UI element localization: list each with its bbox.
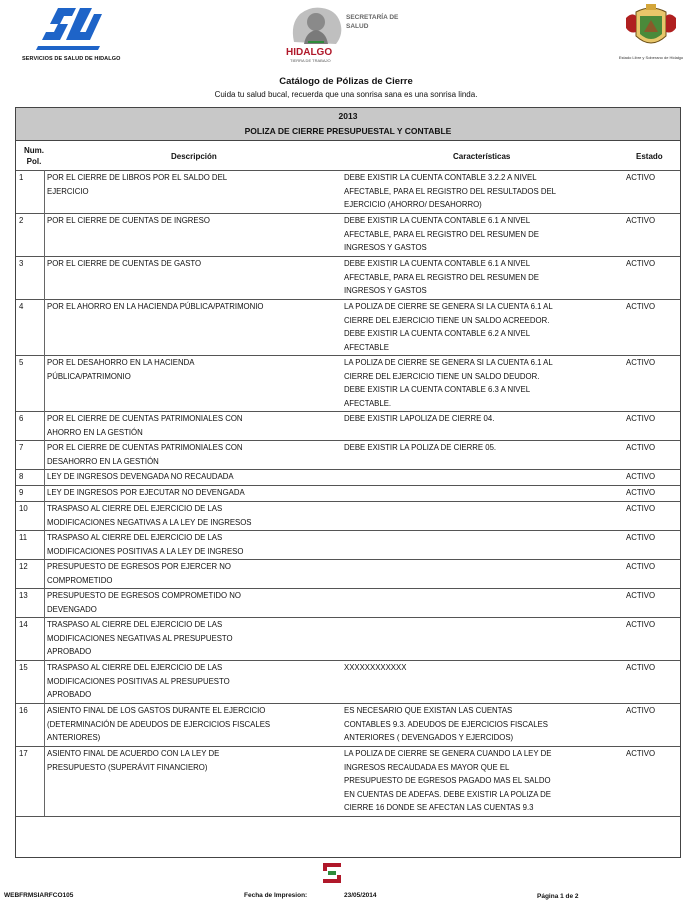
row-num: 13 xyxy=(19,591,28,600)
table-body xyxy=(16,170,680,816)
row-num: 2 xyxy=(19,216,24,225)
row-descripcion xyxy=(47,502,332,529)
table-row xyxy=(16,530,680,559)
descripcion-line: APROBADO xyxy=(47,690,92,700)
row-descripcion xyxy=(47,441,332,468)
page-footer xyxy=(0,858,692,902)
secretaria-line2: SALUD xyxy=(346,23,369,30)
caracteristicas-line: EJERCICIO (AHORRO/ DESAHORRO) xyxy=(344,200,482,210)
caracteristicas-line: ANTERIORES ( DEVENGADOS Y EJERCIDOS) xyxy=(344,733,514,743)
header-num-line1: Num. xyxy=(24,146,44,155)
ssh-caption: SERVICIOS DE SALUD DE HIDALGO xyxy=(22,56,121,62)
caracteristicas-line: DEBE EXISTIR LA CUENTA CONTABLE 6.2 A NIVEL xyxy=(344,329,531,339)
descripcion-line: EJERCICIO xyxy=(47,186,89,196)
table-row xyxy=(16,411,680,440)
row-estado: ACTIVO xyxy=(626,533,656,542)
row-estado: ACTIVO xyxy=(626,749,656,758)
descripcion-line: POR EL CIERRE DE LIBROS POR EL SALDO DEL xyxy=(47,173,228,182)
secretaria-line1: SECRETARÍA DE xyxy=(346,14,399,21)
table-band xyxy=(16,108,680,141)
caracteristicas-line: EN CUENTAS DE ADEFAS. DEBE EXISTIR LA POLIZA DE xyxy=(344,789,551,799)
table-row xyxy=(16,559,680,588)
row-num: 4 xyxy=(19,302,24,311)
caracteristicas-line: LA POLIZA DE CIERRE SE GENERA SI LA CUENTA 6.1 AL xyxy=(344,358,553,367)
ssh-footer-icon xyxy=(320,861,344,885)
document-title: Catálogo de Pólizas de Cierre xyxy=(279,76,413,87)
caracteristicas-line: INGRESOS RECAUDADA ES MAYOR QUE EL xyxy=(344,762,510,772)
caracteristicas-line: CONTABLES 9.3. ADEUDOS DE EJERCICIOS FISCALES xyxy=(344,719,548,729)
caracteristicas-line: DEBE EXISTIR LA CUENTA CONTABLE 3.2.2 A NIVEL xyxy=(344,173,537,182)
print-date: 23/05/2014 xyxy=(344,892,377,899)
descripcion-line: PRESUPUESTO (SUPERÁVIT FINANCIERO) xyxy=(47,762,208,772)
row-descripcion xyxy=(47,257,332,271)
row-caracteristicas xyxy=(344,257,608,298)
caracteristicas-line: CIERRE DEL EJERCICIO TIENE UN SALDO ACREEDOR. xyxy=(344,315,550,325)
row-num: 17 xyxy=(19,749,28,758)
polizas-table-frame xyxy=(15,107,681,858)
descripcion-line: TRASPASO AL CIERRE DEL EJERCICIO DE LAS xyxy=(47,620,223,629)
descripcion-line: MODIFICACIONES POSITIVAS A LA LEY DE INGRESO xyxy=(47,546,244,556)
row-estado: ACTIVO xyxy=(626,472,656,481)
caracteristicas-line: DEBE EXISTIR LA CUENTA CONTABLE 6.3 A NIVEL xyxy=(344,385,531,395)
row-caracteristicas xyxy=(344,441,608,455)
hidalgo-name: HIDALGO xyxy=(286,47,333,58)
row-estado: ACTIVO xyxy=(626,173,656,182)
row-estado: ACTIVO xyxy=(626,414,656,423)
report-code: WEBFRMSIARFCO105 xyxy=(4,892,74,899)
descripcion-line: POR EL DESAHORRO EN LA HACIENDA xyxy=(47,358,195,367)
descripcion-line: POR EL AHORRO EN LA HACIENDA PÚBLICA/PATRIMONIO xyxy=(47,302,264,311)
descripcion-line: TRASPASO AL CIERRE DEL EJERCICIO DE LAS xyxy=(47,663,223,672)
row-num: 1 xyxy=(19,173,24,182)
row-caracteristicas xyxy=(344,747,608,815)
row-num: 14 xyxy=(19,620,28,629)
row-estado: ACTIVO xyxy=(626,591,656,600)
row-caracteristicas xyxy=(344,171,608,212)
header-num xyxy=(22,145,46,167)
caracteristicas-line: INGRESOS Y GASTOS xyxy=(344,286,427,296)
row-descripcion xyxy=(47,531,332,558)
ssh-logo-icon xyxy=(36,6,104,54)
row-num: 7 xyxy=(19,443,24,452)
row-caracteristicas xyxy=(344,661,608,675)
row-num: 8 xyxy=(19,472,24,481)
row-descripcion xyxy=(47,470,332,484)
row-num: 11 xyxy=(19,533,28,542)
descripcion-line: LEY DE INGRESOS DEVENGADA NO RECAUDADA xyxy=(47,472,234,481)
row-estado: ACTIVO xyxy=(626,562,656,571)
page-header xyxy=(0,0,692,72)
row-descripcion xyxy=(47,618,332,659)
row-descripcion xyxy=(47,704,332,745)
caracteristicas-line: LA POLIZA DE CIERRE SE GENERA CUANDO LA LEY DE xyxy=(344,749,552,758)
descripcion-line: MODIFICACIONES NEGATIVAS AL PRESUPUESTO xyxy=(47,633,233,643)
row-caracteristicas xyxy=(344,704,608,745)
row-num: 6 xyxy=(19,414,24,423)
table-row xyxy=(16,440,680,469)
caracteristicas-line: AFECTABLE, PARA EL REGISTRO DEL RESULTADOS DEL xyxy=(344,186,557,196)
row-caracteristicas xyxy=(344,214,608,255)
row-estado: ACTIVO xyxy=(626,443,656,452)
descripcion-line: APROBADO xyxy=(47,647,92,657)
row-num: 5 xyxy=(19,358,24,367)
table-row xyxy=(16,469,680,485)
descripcion-line: ASIENTO FINAL DE LOS GASTOS DURANTE EL EJERCICIO xyxy=(47,706,266,715)
table-end-line xyxy=(16,816,680,817)
row-descripcion xyxy=(47,747,332,774)
column-divider xyxy=(44,170,45,816)
document-subtitle: Cuida tu salud bucal, recuerda que una sonrisa sana es una sonrisa linda. xyxy=(214,90,478,99)
hidalgo-emblem-icon xyxy=(286,4,346,48)
row-descripcion xyxy=(47,300,332,314)
descripcion-line: MODIFICACIONES POSITIVAS AL PRESUPUESTO xyxy=(47,676,230,686)
table-row xyxy=(16,501,680,530)
header-num-line2: Pol. xyxy=(26,157,42,166)
descripcion-line: POR EL CIERRE DE CUENTAS DE GASTO xyxy=(47,259,202,268)
caracteristicas-line: DEBE EXISTIR LA CUENTA CONTABLE 6.1 A NIVEL xyxy=(344,259,531,268)
table-row xyxy=(16,703,680,746)
caracteristicas-line: XXXXXXXXXXXX xyxy=(344,663,407,672)
row-num: 9 xyxy=(19,488,24,497)
descripcion-line: ASIENTO FINAL DE ACUERDO CON LA LEY DE xyxy=(47,749,220,758)
row-estado: ACTIVO xyxy=(626,504,656,513)
hidalgo-logo xyxy=(286,4,346,64)
descripcion-line: LEY DE INGRESOS POR EJECUTAR NO DEVENGADA xyxy=(47,488,245,497)
page-number: Página 1 de 2 xyxy=(537,893,579,900)
row-descripcion xyxy=(47,214,332,228)
row-caracteristicas xyxy=(344,412,608,426)
caracteristicas-line: CIERRE 16 DONDE SE AFECTAN LAS CUENTAS 9.3 xyxy=(344,803,534,813)
row-descripcion xyxy=(47,661,332,702)
row-estado: ACTIVO xyxy=(626,358,656,367)
row-descripcion xyxy=(47,486,332,500)
row-caracteristicas xyxy=(344,356,608,410)
table-header xyxy=(16,141,680,170)
descripcion-line: MODIFICACIONES NEGATIVAS A LA LEY DE INGRESOS xyxy=(47,517,252,527)
descripcion-line: AHORRO EN LA GESTIÓN xyxy=(47,427,143,437)
caracteristicas-line: ES NECESARIO QUE EXISTAN LAS CUENTAS xyxy=(344,706,513,715)
row-num: 10 xyxy=(19,504,28,513)
caracteristicas-line: DEBE EXISTIR LA POLIZA DE CIERRE 05. xyxy=(344,443,497,452)
row-num: 3 xyxy=(19,259,24,268)
descripcion-line: PRESUPUESTO DE EGRESOS COMPROMETIDO NO xyxy=(47,591,241,600)
caracteristicas-line: AFECTABLE, PARA EL REGISTRO DEL RESUMEN DE xyxy=(344,229,539,239)
row-estado: ACTIVO xyxy=(626,216,656,225)
row-descripcion xyxy=(47,412,332,439)
row-estado: ACTIVO xyxy=(626,706,656,715)
row-num: 12 xyxy=(19,562,28,571)
descripcion-line: TRASPASO AL CIERRE DEL EJERCICIO DE LAS xyxy=(47,504,223,513)
caracteristicas-line: AFECTABLE, PARA EL REGISTRO DEL RESUMEN DE xyxy=(344,272,539,282)
table-row xyxy=(16,485,680,501)
descripcion-line: ANTERIORES) xyxy=(47,733,101,743)
table-row xyxy=(16,617,680,660)
estado-caption: Estado Libre y Soberano de Hidalgo xyxy=(618,55,684,60)
table-row xyxy=(16,213,680,256)
row-descripcion xyxy=(47,560,332,587)
descripcion-line: DESAHORRO EN LA GESTIÓN xyxy=(47,456,159,466)
row-descripcion xyxy=(47,589,332,616)
descripcion-line: PRESUPUESTO DE EGRESOS POR EJERCER NO xyxy=(47,562,231,571)
descripcion-line: POR EL CIERRE DE CUENTAS PATRIMONIALES CON xyxy=(47,414,243,423)
header-descripcion: Descripción xyxy=(171,152,217,161)
caracteristicas-line: AFECTABLE xyxy=(344,342,389,352)
descripcion-line: POR EL CIERRE DE CUENTAS DE INGRESO xyxy=(47,216,210,225)
header-caracteristicas: Características xyxy=(453,152,511,161)
secretaria-label xyxy=(346,13,398,31)
band-title: POLIZA DE CIERRE PRESUPUESTAL Y CONTABLE xyxy=(244,126,452,136)
descripcion-line: POR EL CIERRE DE CUENTAS PATRIMONIALES CON xyxy=(47,443,243,452)
caracteristicas-line: INGRESOS Y GASTOS xyxy=(344,243,427,253)
table-row xyxy=(16,746,680,816)
caracteristicas-line: AFECTABLE. xyxy=(344,398,392,408)
row-caracteristicas xyxy=(344,300,608,354)
row-descripcion xyxy=(47,356,332,383)
descripcion-line: COMPROMETIDO xyxy=(47,575,113,585)
row-estado: ACTIVO xyxy=(626,620,656,629)
row-estado: ACTIVO xyxy=(626,663,656,672)
table-row xyxy=(16,299,680,355)
caracteristicas-line: CIERRE DEL EJERCICIO TIENE UN SALDO DEUDOR. xyxy=(344,371,540,381)
ssh-logo xyxy=(22,6,121,66)
print-date-label: Fecha de Impresion: xyxy=(244,892,308,899)
caracteristicas-line: PRESUPUESTO DE EGRESOS PAGADO MAS EL SALDO xyxy=(344,776,551,786)
row-estado: ACTIVO xyxy=(626,259,656,268)
caracteristicas-line: DEBE EXISTIR LA CUENTA CONTABLE 6.1 A NIVEL xyxy=(344,216,531,225)
caracteristicas-line: DEBE EXISTIR LAPOLIZA DE CIERRE 04. xyxy=(344,414,495,423)
table-row xyxy=(16,660,680,703)
table-row xyxy=(16,256,680,299)
caracteristicas-line: LA POLIZA DE CIERRE SE GENERA SI LA CUENTA 6.1 AL xyxy=(344,302,553,311)
table-row xyxy=(16,588,680,617)
coat-of-arms-icon xyxy=(622,2,680,54)
descripcion-line: PÚBLICA/PATRIMONIO xyxy=(47,371,131,381)
row-descripcion xyxy=(47,171,332,198)
descripcion-line: TRASPASO AL CIERRE DEL EJERCICIO DE LAS xyxy=(47,533,223,542)
table-row xyxy=(16,355,680,411)
row-estado: ACTIVO xyxy=(626,302,656,311)
descripcion-line: DEVENGADO xyxy=(47,604,97,614)
band-year: 2013 xyxy=(338,111,358,121)
row-num: 15 xyxy=(19,663,28,672)
descripcion-line: (DETERMINACIÓN DE ADEUDOS DE EJERCICIOS FISCALES xyxy=(47,719,271,729)
header-estado: Estado xyxy=(636,152,663,161)
table-row xyxy=(16,170,680,213)
row-num: 16 xyxy=(19,706,28,715)
hidalgo-tagline: TIERRA DE TRABAJO xyxy=(290,58,331,63)
row-estado: ACTIVO xyxy=(626,488,656,497)
